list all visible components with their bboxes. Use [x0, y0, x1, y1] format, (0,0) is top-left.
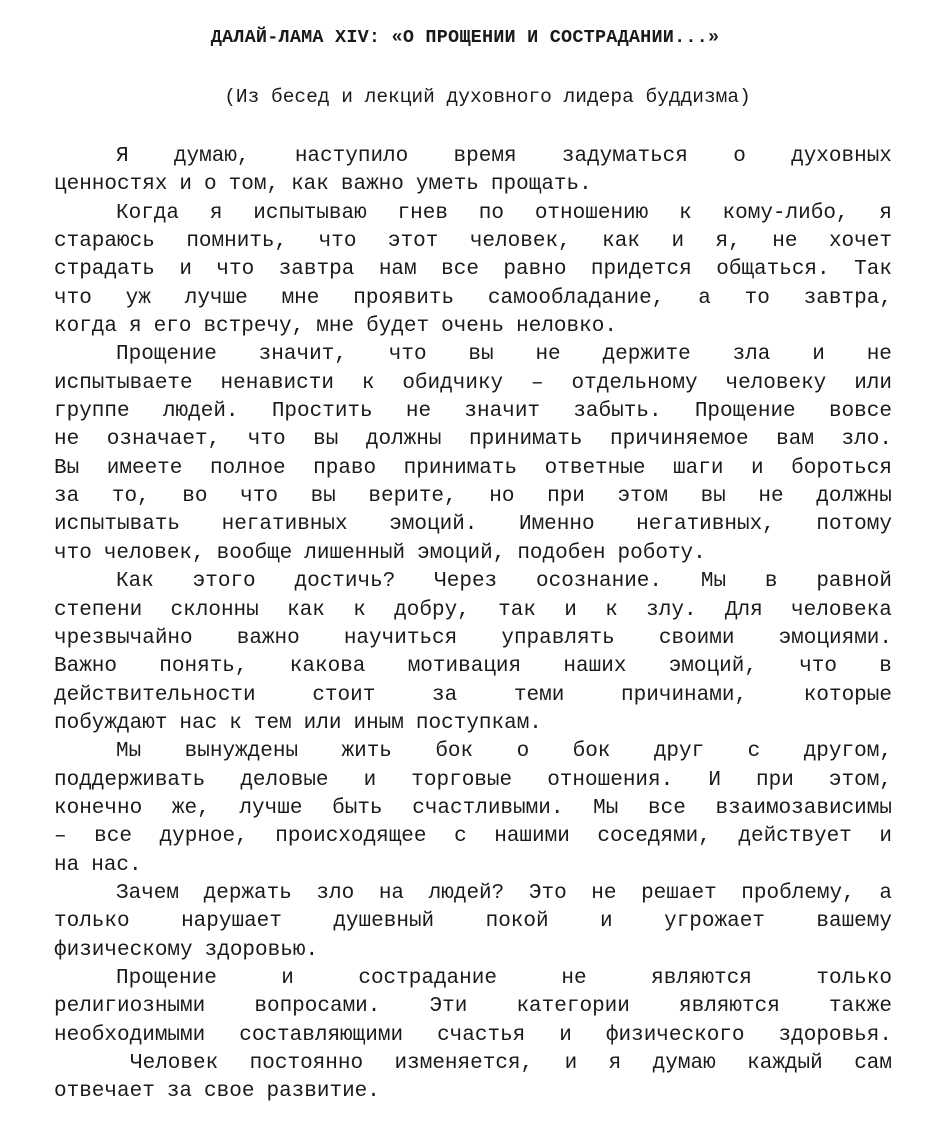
- text-line: когда я его встречу, мне будет очень неловко.: [54, 315, 617, 339]
- text-line: действительности стоит за теми причинами, которые: [54, 683, 892, 707]
- text-line: только нарушает душевный покой и угрожает вашему: [54, 910, 892, 934]
- text-line: не означает, что вы должны принимать причиняемое вам зло.: [54, 428, 892, 452]
- text-line: за то, во что вы верите, но при этом вы не должны: [54, 485, 892, 509]
- text-line: побуждают нас к тем или иным поступкам.: [54, 711, 542, 735]
- text-line: отвечает за свое развитие.: [54, 1080, 380, 1104]
- document-body: [54, 143, 892, 1107]
- text-line: испытывать негативных эмоций. Именно негативных, потому: [54, 513, 892, 537]
- text-line: Прощение значит, что вы не держите зла и не: [116, 343, 892, 367]
- text-line: Как этого достичь? Через осознание. Мы в равной: [116, 570, 892, 594]
- text-line: испытываете ненависти к обидчику – отдельному человеку или: [54, 371, 892, 395]
- text-line: Прощение и сострадание не являются только: [116, 966, 892, 990]
- text-line: на нас.: [54, 853, 142, 877]
- text-line: необходимыми составляющими счастья и физического здоровья.: [54, 1023, 892, 1047]
- text-line: Я думаю, наступило время задуматься о духовных: [116, 145, 892, 168]
- text-line: группе людей. Простить не значит забыть. Прощение вовсе: [54, 400, 892, 424]
- text-line: Зачем держать зло на людей? Это не решает проблему, а: [116, 881, 892, 905]
- text-line: страдать и что завтра нам все равно придется общаться. Так: [54, 258, 892, 282]
- text-line: – все дурное, происходящее с нашими соседями, действует и: [54, 825, 892, 849]
- text-line: религиозными вопросами. Эти категории являются также: [54, 995, 892, 1019]
- text-line: стараюсь помнить, что этот человек, как и я, не хочет: [54, 230, 892, 254]
- text-line: физическому здоровью.: [54, 938, 319, 962]
- text-line: чрезвычайно важно научиться управлять своими эмоциями.: [54, 626, 892, 650]
- document-title: ДАЛАЙ-ЛАМА XIV: «О ПРОЩЕНИИ И СОСТРАДАНИИ...»: [210, 27, 720, 48]
- text-line: Человек постоянно изменяется, и я думаю каждый сам: [130, 1052, 892, 1075]
- document-subtitle: (Из бесед и лекций духовного лидера буддизма): [224, 86, 751, 108]
- text-line: поддерживать деловые и торговые отношения. И при этом,: [54, 768, 892, 792]
- text-line: ценностях и о том, как важно уметь прощать.: [54, 173, 592, 197]
- text-line: Вы имеете полное право принимать ответные шаги и бороться: [54, 456, 892, 480]
- text-line: что человек, вообще лишенный эмоций, подобен роботу.: [54, 541, 706, 565]
- text-line: Мы вынуждены жить бок о бок друг с другом,: [116, 740, 892, 764]
- text-line: Когда я испытываю гнев по отношению к кому-либо, я: [116, 201, 892, 225]
- text-line: что уж лучше мне проявить самообладание, а то завтра,: [54, 286, 892, 310]
- text-line: Важно понять, какова мотивация наших эмоций, что в: [54, 655, 892, 679]
- text-line: степени склонны как к добру, так и к злу. Для человека: [54, 598, 892, 622]
- text-line: конечно же, лучше быть счастливыми. Мы все взаимозависимы: [54, 796, 892, 820]
